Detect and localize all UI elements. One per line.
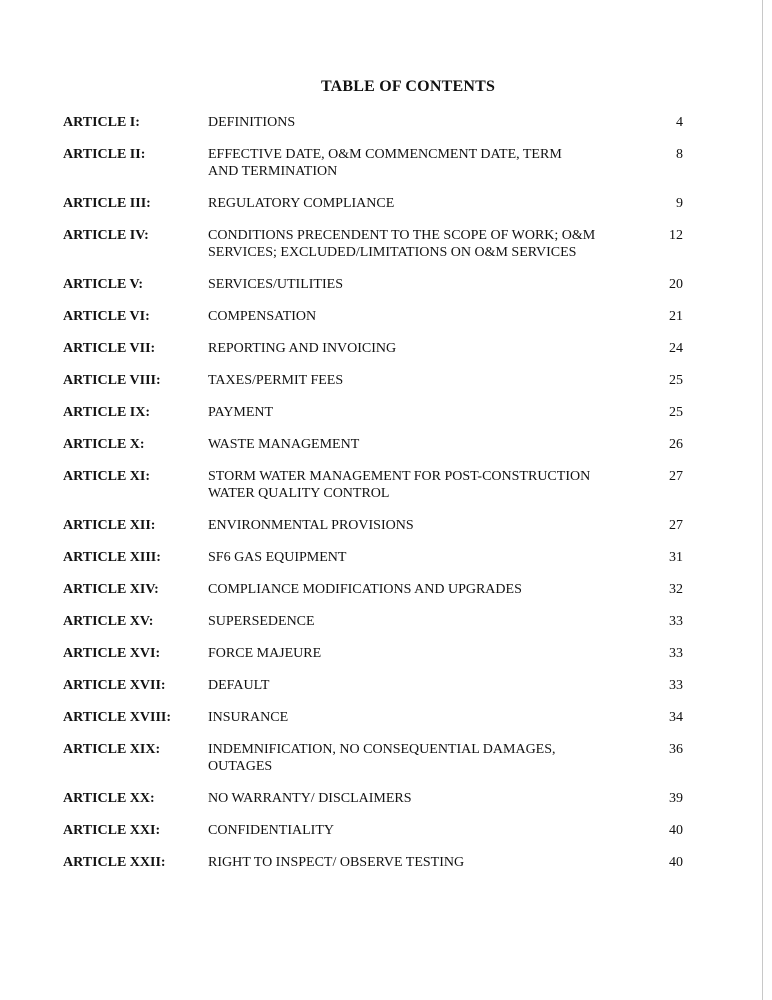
toc-entry [63, 195, 683, 212]
toc-article-heading: STORM WATER MANAGEMENT FOR POST-CONSTRUCTION WATER QUALITY CONTROL [208, 469, 591, 501]
page-edge-line [762, 0, 763, 1000]
toc-entry [63, 517, 683, 534]
toc-page-number: 25 [669, 405, 683, 420]
toc-article-label: ARTICLE VIII: [63, 373, 161, 388]
toc-page-number: 32 [669, 582, 683, 597]
toc-entry [63, 308, 683, 325]
toc-entry [63, 276, 683, 293]
toc-article-label: ARTICLE IX: [63, 405, 151, 420]
toc-page-number: 4 [676, 115, 683, 130]
toc-article-label: ARTICLE VI: [63, 309, 150, 324]
toc-entry [63, 468, 683, 502]
toc-article-label: ARTICLE XIII: [63, 550, 161, 565]
toc-page-number: 21 [669, 309, 683, 324]
toc-entry [63, 549, 683, 566]
toc-entry [63, 854, 683, 871]
toc-page-number: 34 [669, 710, 683, 725]
toc-article-heading: TAXES/PERMIT FEES [208, 373, 344, 388]
toc-article-label: ARTICLE X: [63, 437, 145, 452]
toc-article-heading: SERVICES/UTILITIES [208, 277, 343, 292]
toc-article-label: ARTICLE XI: [63, 469, 151, 484]
toc-page-number: 36 [669, 742, 683, 757]
toc-entry [63, 404, 683, 421]
toc-entry [63, 372, 683, 389]
toc-article-heading: INDEMNIFICATION, NO CONSEQUENTIAL DAMAGES, OUTAGES [208, 742, 556, 774]
toc-page-number: 8 [676, 147, 683, 162]
toc-entry [63, 822, 683, 839]
toc-page-number: 33 [669, 678, 683, 693]
toc-article-heading: COMPENSATION [208, 309, 317, 324]
page-title: TABLE OF CONTENTS [320, 78, 496, 95]
toc-page-number: 31 [669, 550, 683, 565]
toc-article-heading: DEFAULT [208, 678, 270, 693]
toc-entry [63, 741, 683, 775]
toc-article-label: ARTICLE VII: [63, 341, 156, 356]
toc-entry [63, 227, 683, 261]
toc-page-number: 39 [669, 791, 683, 806]
toc-article-heading: PAYMENT [208, 405, 274, 420]
toc-article-label: ARTICLE IV: [63, 228, 149, 243]
toc-article-label: ARTICLE XIX: [63, 742, 161, 757]
toc-article-label: ARTICLE XVIII: [63, 710, 172, 725]
toc-entry [63, 114, 683, 131]
toc-article-heading: CONFIDENTIALITY [208, 823, 334, 838]
toc-article-label: ARTICLE II: [63, 147, 146, 162]
toc-article-label: ARTICLE XII: [63, 518, 156, 533]
toc-article-label: ARTICLE XXII: [63, 855, 166, 870]
toc-article-heading: REGULATORY COMPLIANCE [208, 196, 395, 211]
toc-article-label: ARTICLE V: [63, 277, 144, 292]
toc-article-heading: EFFECTIVE DATE, O&M COMMENCMENT DATE, TERM AND TERMINATION [208, 147, 562, 179]
toc-article-label: ARTICLE III: [63, 196, 151, 211]
toc-article-label: ARTICLE I: [63, 115, 140, 130]
toc-page-number: 33 [669, 614, 683, 629]
toc-page-number: 9 [676, 196, 683, 211]
toc-article-label: ARTICLE XVII: [63, 678, 166, 693]
toc-article-label: ARTICLE XV: [63, 614, 154, 629]
toc-article-label: ARTICLE XIV: [63, 582, 159, 597]
toc-entry [63, 146, 683, 180]
toc-article-label: ARTICLE XVI: [63, 646, 161, 661]
toc-article-heading: COMPLIANCE MODIFICATIONS AND UPGRADES [208, 582, 522, 597]
toc-article-heading: INSURANCE [208, 710, 289, 725]
toc-entry [63, 340, 683, 357]
toc-page-number: 25 [669, 373, 683, 388]
toc-article-heading: FORCE MAJEURE [208, 646, 322, 661]
toc-article-heading: CONDITIONS PRECENDENT TO THE SCOPE OF WORK; O&M SERVICES; EXCLUDED/LIMITATIONS ON O&M SERVICES [208, 228, 596, 260]
toc-entry [63, 581, 683, 598]
toc-article-heading: DEFINITIONS [208, 115, 296, 130]
toc-article-heading: SF6 GAS EQUIPMENT [208, 550, 347, 565]
toc-article-heading: REPORTING AND INVOICING [208, 341, 397, 356]
toc-article-heading: WASTE MANAGEMENT [208, 437, 360, 452]
toc-page-number: 27 [669, 518, 683, 533]
toc-article-heading: SUPERSEDENCE [208, 614, 315, 629]
toc-entry [63, 790, 683, 807]
toc-page-number: 40 [669, 855, 683, 870]
toc-entry [63, 613, 683, 630]
toc-entry [63, 709, 683, 726]
toc-page-number: 12 [669, 228, 683, 243]
toc-article-heading: NO WARRANTY/ DISCLAIMERS [208, 791, 412, 806]
toc-entry [63, 645, 683, 662]
toc-page-number: 40 [669, 823, 683, 838]
toc-page-number: 24 [669, 341, 683, 356]
toc-page-number: 20 [669, 277, 683, 292]
toc-page-number: 26 [669, 437, 683, 452]
table-of-contents [63, 114, 683, 886]
toc-page-number: 33 [669, 646, 683, 661]
toc-entry [63, 677, 683, 694]
toc-page-number: 27 [669, 469, 683, 484]
toc-entry [63, 436, 683, 453]
toc-article-heading: ENVIRONMENTAL PROVISIONS [208, 518, 414, 533]
toc-article-label: ARTICLE XX: [63, 791, 155, 806]
toc-article-heading: RIGHT TO INSPECT/ OBSERVE TESTING [208, 855, 465, 870]
toc-article-label: ARTICLE XXI: [63, 823, 161, 838]
